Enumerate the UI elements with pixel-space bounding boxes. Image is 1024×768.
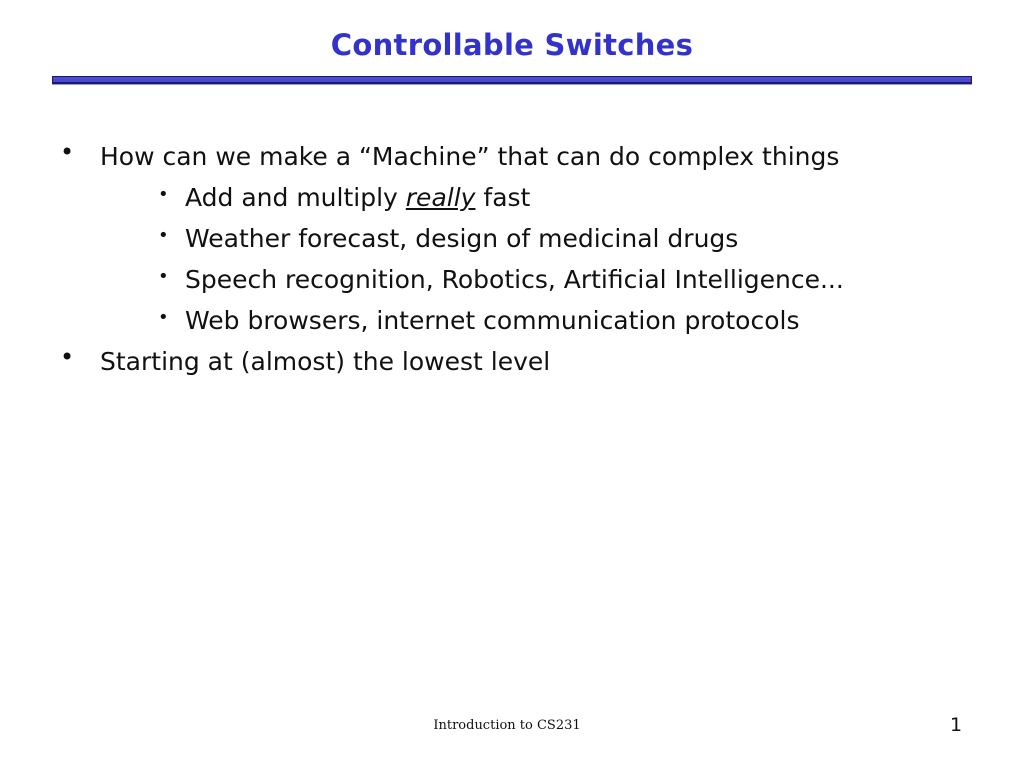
sub-bullet-text: Weather forecast, design of medicinal drugs [185,224,739,253]
page-number: 1 [950,714,963,736]
bullet-text: Starting at (almost) the lowest level [100,347,551,376]
emphasized-word: really [405,183,476,212]
sub-bullet-marker: • [158,184,169,205]
sub-bullet-text-suffix: fast [475,183,531,212]
sub-bullet-text: Speech recognition, Robotics, Artificial Intelligence... [185,265,844,294]
sub-bullet-text-prefix: Add and multiply [185,183,406,212]
bullet-list [0,136,1024,382]
title-underline-rule [52,76,972,84]
bullet-marker: • [60,138,75,166]
bullet-marker: • [60,343,75,371]
slide-title: Controllable Switches [330,28,694,62]
bullet-item [0,136,1024,177]
sub-bullet-item [0,218,1024,259]
sub-bullet-text: Web browsers, internet communication protocols [185,306,800,335]
sub-bullet-item [0,300,1024,341]
sub-bullet-item [0,177,1024,218]
bullet-item [0,341,1024,382]
sub-bullet-item [0,259,1024,300]
bullet-text: How can we make a “Machine” that can do complex things [100,142,840,171]
sub-bullet-marker: • [158,225,169,246]
slide-footer: Introduction to CS231 [433,718,581,733]
sub-bullet-marker: • [158,266,169,287]
sub-bullet-text [185,177,530,218]
sub-bullet-marker: • [158,307,169,328]
